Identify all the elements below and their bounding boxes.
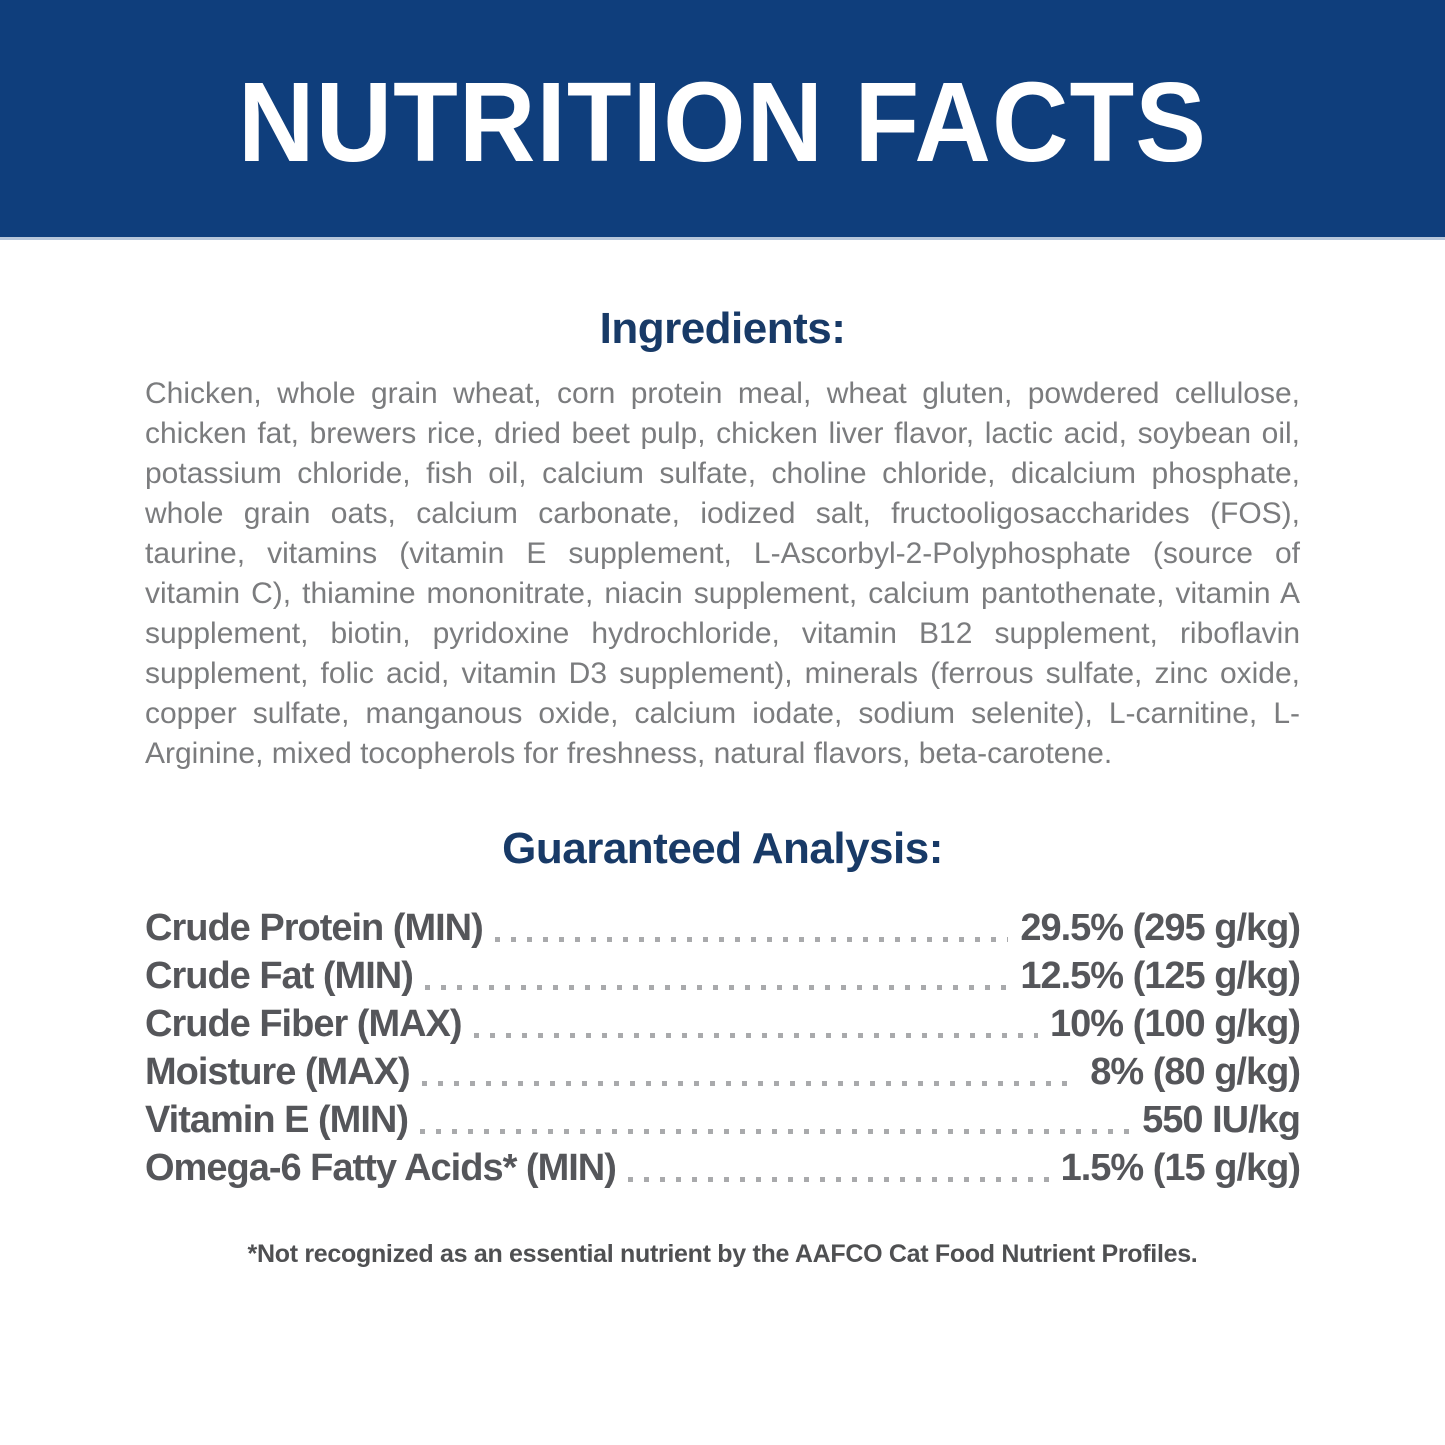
dotted-leader [474, 1033, 1038, 1038]
ga-row [145, 952, 1300, 1000]
ga-row-value: 29.5% (295 g/kg) [1020, 907, 1300, 949]
aafco-footnote: *Not recognized as an essential nutrient by the AAFCO Cat Food Nutrient Profiles. [247, 1240, 1198, 1268]
ga-row-value: 10% (100 g/kg) [1050, 1003, 1300, 1045]
guaranteed-analysis-section [145, 774, 1300, 1269]
ga-row-value: 550 IU/kg [1142, 1099, 1300, 1141]
dotted-leader [495, 937, 1009, 942]
ga-row [145, 1096, 1300, 1144]
dotted-leader [628, 1177, 1049, 1182]
ingredients-text: Chicken, whole grain wheat, corn protein meal, wheat gluten, powdered cellulose, chicken fat, brewers rice, dried beet pulp, chicken liver flavor, lactic acid, soybean oil, potassium chloride, fish oil, calcium sulfate, choline chloride, dicalcium phosphate, whole grain oats, calcium carbonate, iodized salt, fructooligosaccharides (FOS), taurine, vitamins (vitamin E supplement, L-Ascorbyl-2-Polyphosphate (source of vitamin C), thiamine mononitrate, niacin supplement, calcium pantothenate, vitamin A supplement, biotin, pyridoxine hydrochloride, vitamin B12 supplement, riboflavin supplement, folic acid, vitamin D3 supplement), minerals (ferrous sulfate, zinc oxide, copper sulfate, manganous oxide, calcium iodate, sodium selenite), L-carnitine, L-Arginine, mixed tocopherols for freshness, natural flavors, beta-carotene. [145, 377, 1300, 770]
ga-row [145, 1048, 1300, 1096]
ingredients-section [145, 240, 1300, 774]
ga-row-value: 1.5% (15 g/kg) [1060, 1147, 1300, 1189]
ga-row-label: Vitamin E (MIN) [145, 1099, 408, 1141]
guaranteed-analysis-heading: Guaranteed Analysis: [502, 824, 943, 873]
header-band [0, 0, 1445, 240]
ga-row-label: Moisture (MAX) [145, 1051, 410, 1093]
ga-row [145, 904, 1300, 952]
ga-row-label: Crude Protein (MIN) [145, 907, 483, 949]
ga-row-label: Crude Fiber (MAX) [145, 1003, 462, 1045]
ga-row-label: Crude Fat (MIN) [145, 955, 413, 997]
dotted-leader [420, 1129, 1130, 1134]
label-content [145, 240, 1300, 1269]
dotted-leader [425, 985, 1008, 990]
ga-row [145, 1144, 1300, 1192]
page-title: NUTRITION FACTS [238, 59, 1207, 186]
ga-row-value: 8% (80 g/kg) [1090, 1051, 1300, 1093]
ingredients-heading: Ingredients: [599, 304, 846, 353]
guaranteed-analysis-table [145, 904, 1300, 1192]
dotted-leader [422, 1081, 1079, 1086]
ga-row-value: 12.5% (125 g/kg) [1020, 955, 1300, 997]
ga-row-label: Omega-6 Fatty Acids* (MIN) [145, 1147, 616, 1189]
ga-row [145, 1000, 1300, 1048]
